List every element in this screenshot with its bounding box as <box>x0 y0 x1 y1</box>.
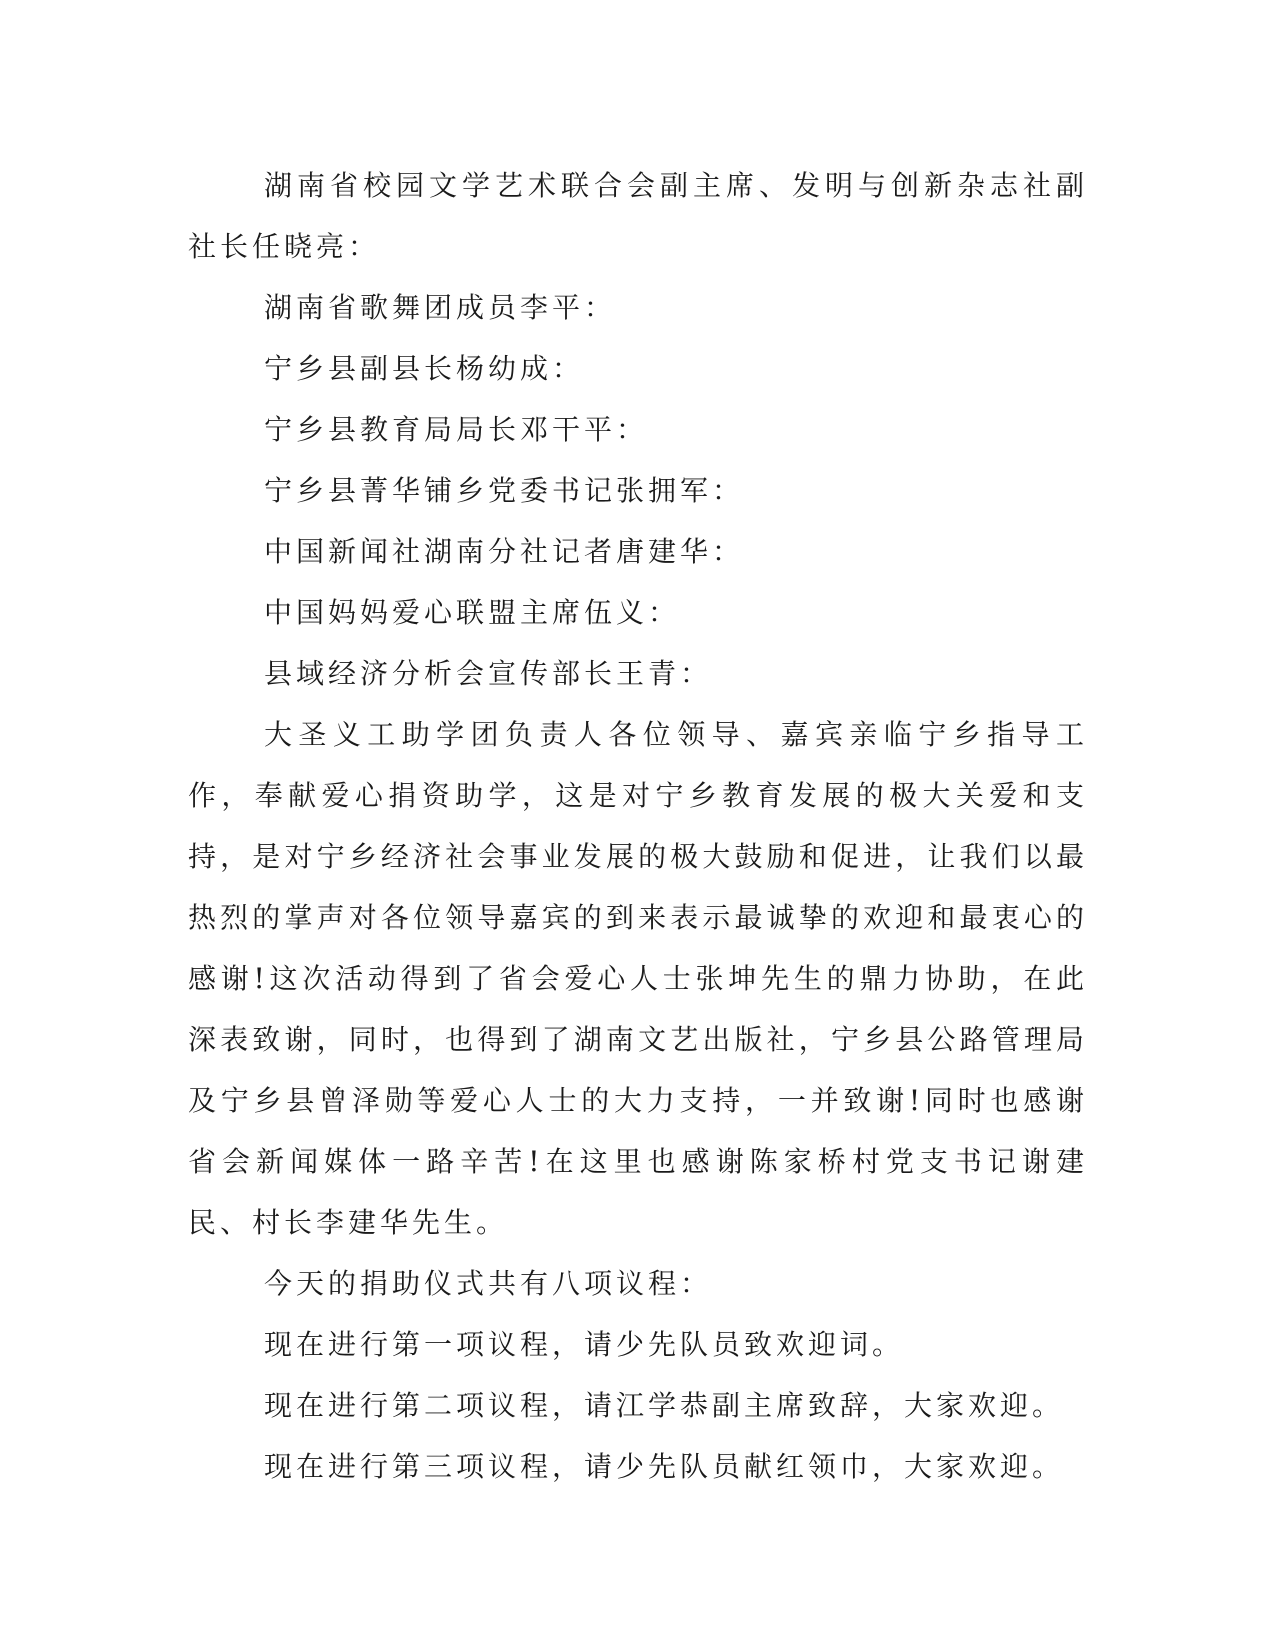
paragraph-guest-ren-xiaoliang: 湖南省校园文学艺术联合会副主席、发明与创新杂志社副社长任晓亮： <box>188 169 1088 263</box>
paragraph-welcome-thanks: 大圣义工助学团负责人各位领导、嘉宾亲临宁乡指导工作，奉献爱心捐资助学，这是对宁乡教育发展的极大关爱和支持，是对宁乡经济社会事业发展的极大鼓励和促进，让我们以最热烈的掌声对各位领导嘉宾的到来表示最诚挚的欢迎和最衷心的感谢!这次活动得到了省会爱心人士张坤先生的鼎力协助，在此深表致谢，同时，也得到了湖南文艺出版社，宁乡县公路管理局及宁乡县曾泽勋等爱心人士的大力支持，一并致谢!同时也感谢省会新闻媒体一路辛苦!在这里也感谢陈家桥村党支书记谢建民、村长李建华先生。 <box>188 718 1088 1239</box>
paragraph-agenda-item-3: 现在进行第三项议程，请少先队员献红领巾，大家欢迎。 <box>264 1450 1065 1483</box>
paragraph-guest-yang-youcheng: 宁乡县副县长杨幼成： <box>264 352 585 385</box>
paragraph-agenda-item-2: 现在进行第二项议程，请江学恭副主席致辞，大家欢迎。 <box>264 1389 1065 1422</box>
document-body <box>188 155 1088 1497</box>
paragraph-agenda-item-1: 现在进行第一项议程，请少先队员致欢迎词。 <box>264 1328 905 1361</box>
paragraph-guest-tang-jianhua: 中国新闻社湖南分社记者唐建华： <box>264 535 745 568</box>
paragraph-guest-wu-yi: 中国妈妈爱心联盟主席伍义： <box>264 596 681 629</box>
paragraph-guest-wang-qing: 县域经济分析会宣传部长王青： <box>264 657 713 690</box>
paragraph-guest-zhang-yongjun: 宁乡县菁华铺乡党委书记张拥军： <box>264 474 745 507</box>
paragraph-agenda-intro: 今天的捐助仪式共有八项议程： <box>264 1267 713 1300</box>
paragraph-guest-deng-ganping: 宁乡县教育局局长邓干平： <box>264 413 649 446</box>
paragraph-guest-li-ping: 湖南省歌舞团成员李平： <box>264 291 617 324</box>
